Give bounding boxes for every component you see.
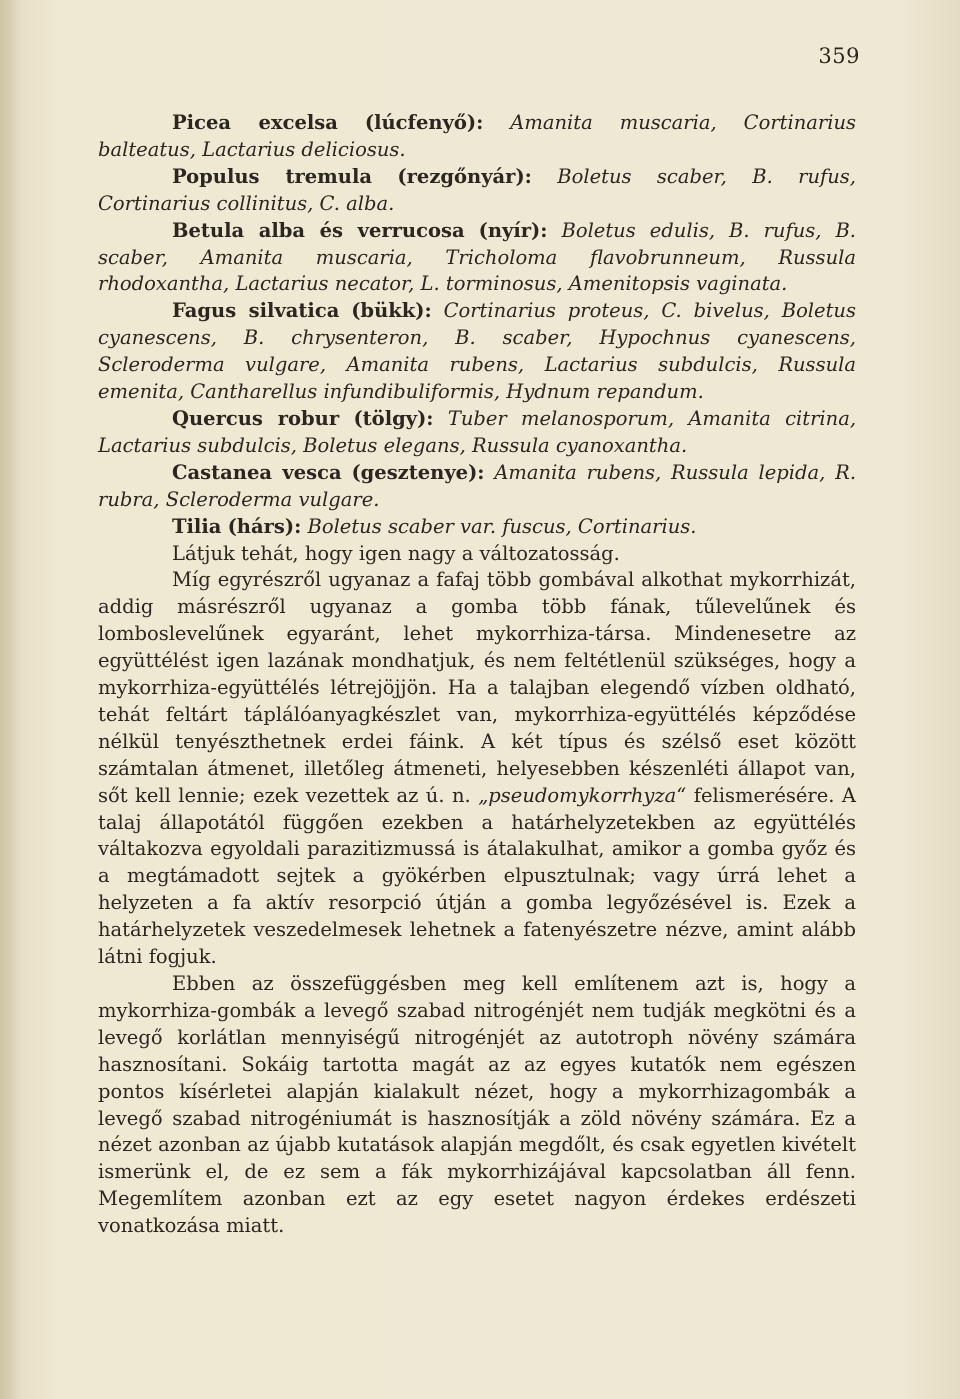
host-entry-castanea [98,460,856,514]
host-entry-betula [98,218,856,299]
host-common-name: (tölgy): [353,406,434,430]
binding-shadow [0,0,18,1399]
host-name: Populus tremula [172,164,373,188]
host-entry-quercus [98,406,856,460]
host-common-name: (rezgőnyár): [397,164,532,188]
host-name: Quercus robur [172,406,340,430]
pseudomycorrhiza-term: „pseudomykorrhyza“ [478,783,687,807]
fungi-list: Tuber melanosporum, Amanita citrina, Lactarius subdulcis, Boletus elegans, Russula cyanoxantha. [98,406,857,457]
host-common-name: (hárs): [227,514,302,538]
fungi-list: Amanita rubens, Russula lepida, R. rubra, Scleroderma vulgare. [98,460,857,511]
host-common-name: (nyír): [478,218,548,242]
paragraph-mycorrhiza-partners [98,567,856,971]
fungi-list: Boletus edulis, B. rufus, B. scaber, Amanita muscaria, Tricholoma flavobrunneum, Russula rhodoxantha, Lactarius necator, L. torminosus, Amenitopsis vaginata. [98,218,856,296]
paragraph-text-continued: felismerésére. A talaj állapotától függően ezekben a határhelyzetekben az együttélés váltakozva egyoldali parazitizmussá is átalakulhat, amikor a gomba győz és a megtámadott sejtek a gyökérben elpusztulnak; vagy úrrá lehet a helyzeten a fa aktív resorpció útján a gomba legyőzésével is. Ezek a határhelyzetek veszedelmesek lehetnek a fatenyészetre nézve, amint alább látni fogjuk. [98,783,856,969]
paragraph-nitrogen: Ebben az összefüggésben meg kell említenem azt is, hogy a mykorrhiza-gombák a levegő szabad nitrogénjét nem tudják megkötni és a levegő korlátlan mennyiségű nitrogénjét az autotroph növény számára hasznosítani. Sokáig tartotta magát az az egyes kutatók nem egészen pontos kísérletei alapján kialakult nézet, hogy a mykorrhizagombák a levegő szabad nitrogéniumát is hasznosítják a zöld növény számára. Ez a nézet azonban az újabb kutatások alapján megdőlt, és csak egyetlen kivételt ismerünk el, de ez sem a fák mykorrhizájával kapcsolatban áll fenn. Megemlítem azonban ezt az egy esetet nagyon érdekes erdészeti vonatkozása miatt. [98,972,856,1238]
host-name: Tilia [172,514,222,538]
fungi-list: Cortinarius proteus, C. bivelus, Boletus cyanescens, B. chrysenteron, B. scaber, Hypochnus cyanescens, Scleroderma vulgare, Amanita rubens, Lactarius subdulcis, Russula emenita, Cantharellus infundibuliformis, Hydnum repandum. [98,299,856,404]
fungi-list: Boletus scaber, B. rufus, Cortinarius collinitus, C. alba. [98,164,857,215]
fungi-list: Boletus scaber var. fuscus, Cortinarius. [307,514,697,538]
host-entry-fagus [98,298,856,406]
host-common-name: (bükk): [351,299,432,323]
host-name: Picea excelsa [172,111,338,134]
host-name: Fagus silvatica [172,299,340,323]
paragraph-text: Míg egyrészről ugyanaz a fafaj több gombával alkothat mykorrhizát, addig másrészről ugyanaz a gomba több fának, tűlevelűnek és lomboslevelűnek egyaránt, lehet mykorrhiza-társa. Mindenesetre az együttélést igen lazának mondhatjuk, és nem feltétlenül szükséges, hogy a mykorrhiza-együttélés létrejöjjön. Ha a talajban elegendő vízben oldható, tehát feltárt táplálóanyagkészlet van, mykorrhiza-együttélés képződése nélkül tenyészthetnek erdei fáink. A két típus és szélső eset között számtalan átmenet, illetőleg átmeneti, helyesebben készenléti állapot van, sőt kell lennie; ezek vezettek az ú. n. [98,568,856,807]
page-number: 359 [818,44,860,68]
host-common-name: (gesztenye): [351,460,485,484]
host-common-name: (lúcfenyő): [364,111,484,134]
host-name: Castanea vesca [172,460,342,484]
host-entry-populus [98,164,856,218]
host-entry-tilia [98,514,856,541]
fungi-list: Amanita muscaria, Cortinarius balteatus, Lactarius deliciosus. [98,111,857,161]
paragraph-variability: Látjuk tehát, hogy igen nagy a változatosság. [172,541,620,565]
body-text [98,110,856,1240]
host-name: Betula alba és verrucosa [172,218,465,242]
host-entry-picea [98,110,856,164]
